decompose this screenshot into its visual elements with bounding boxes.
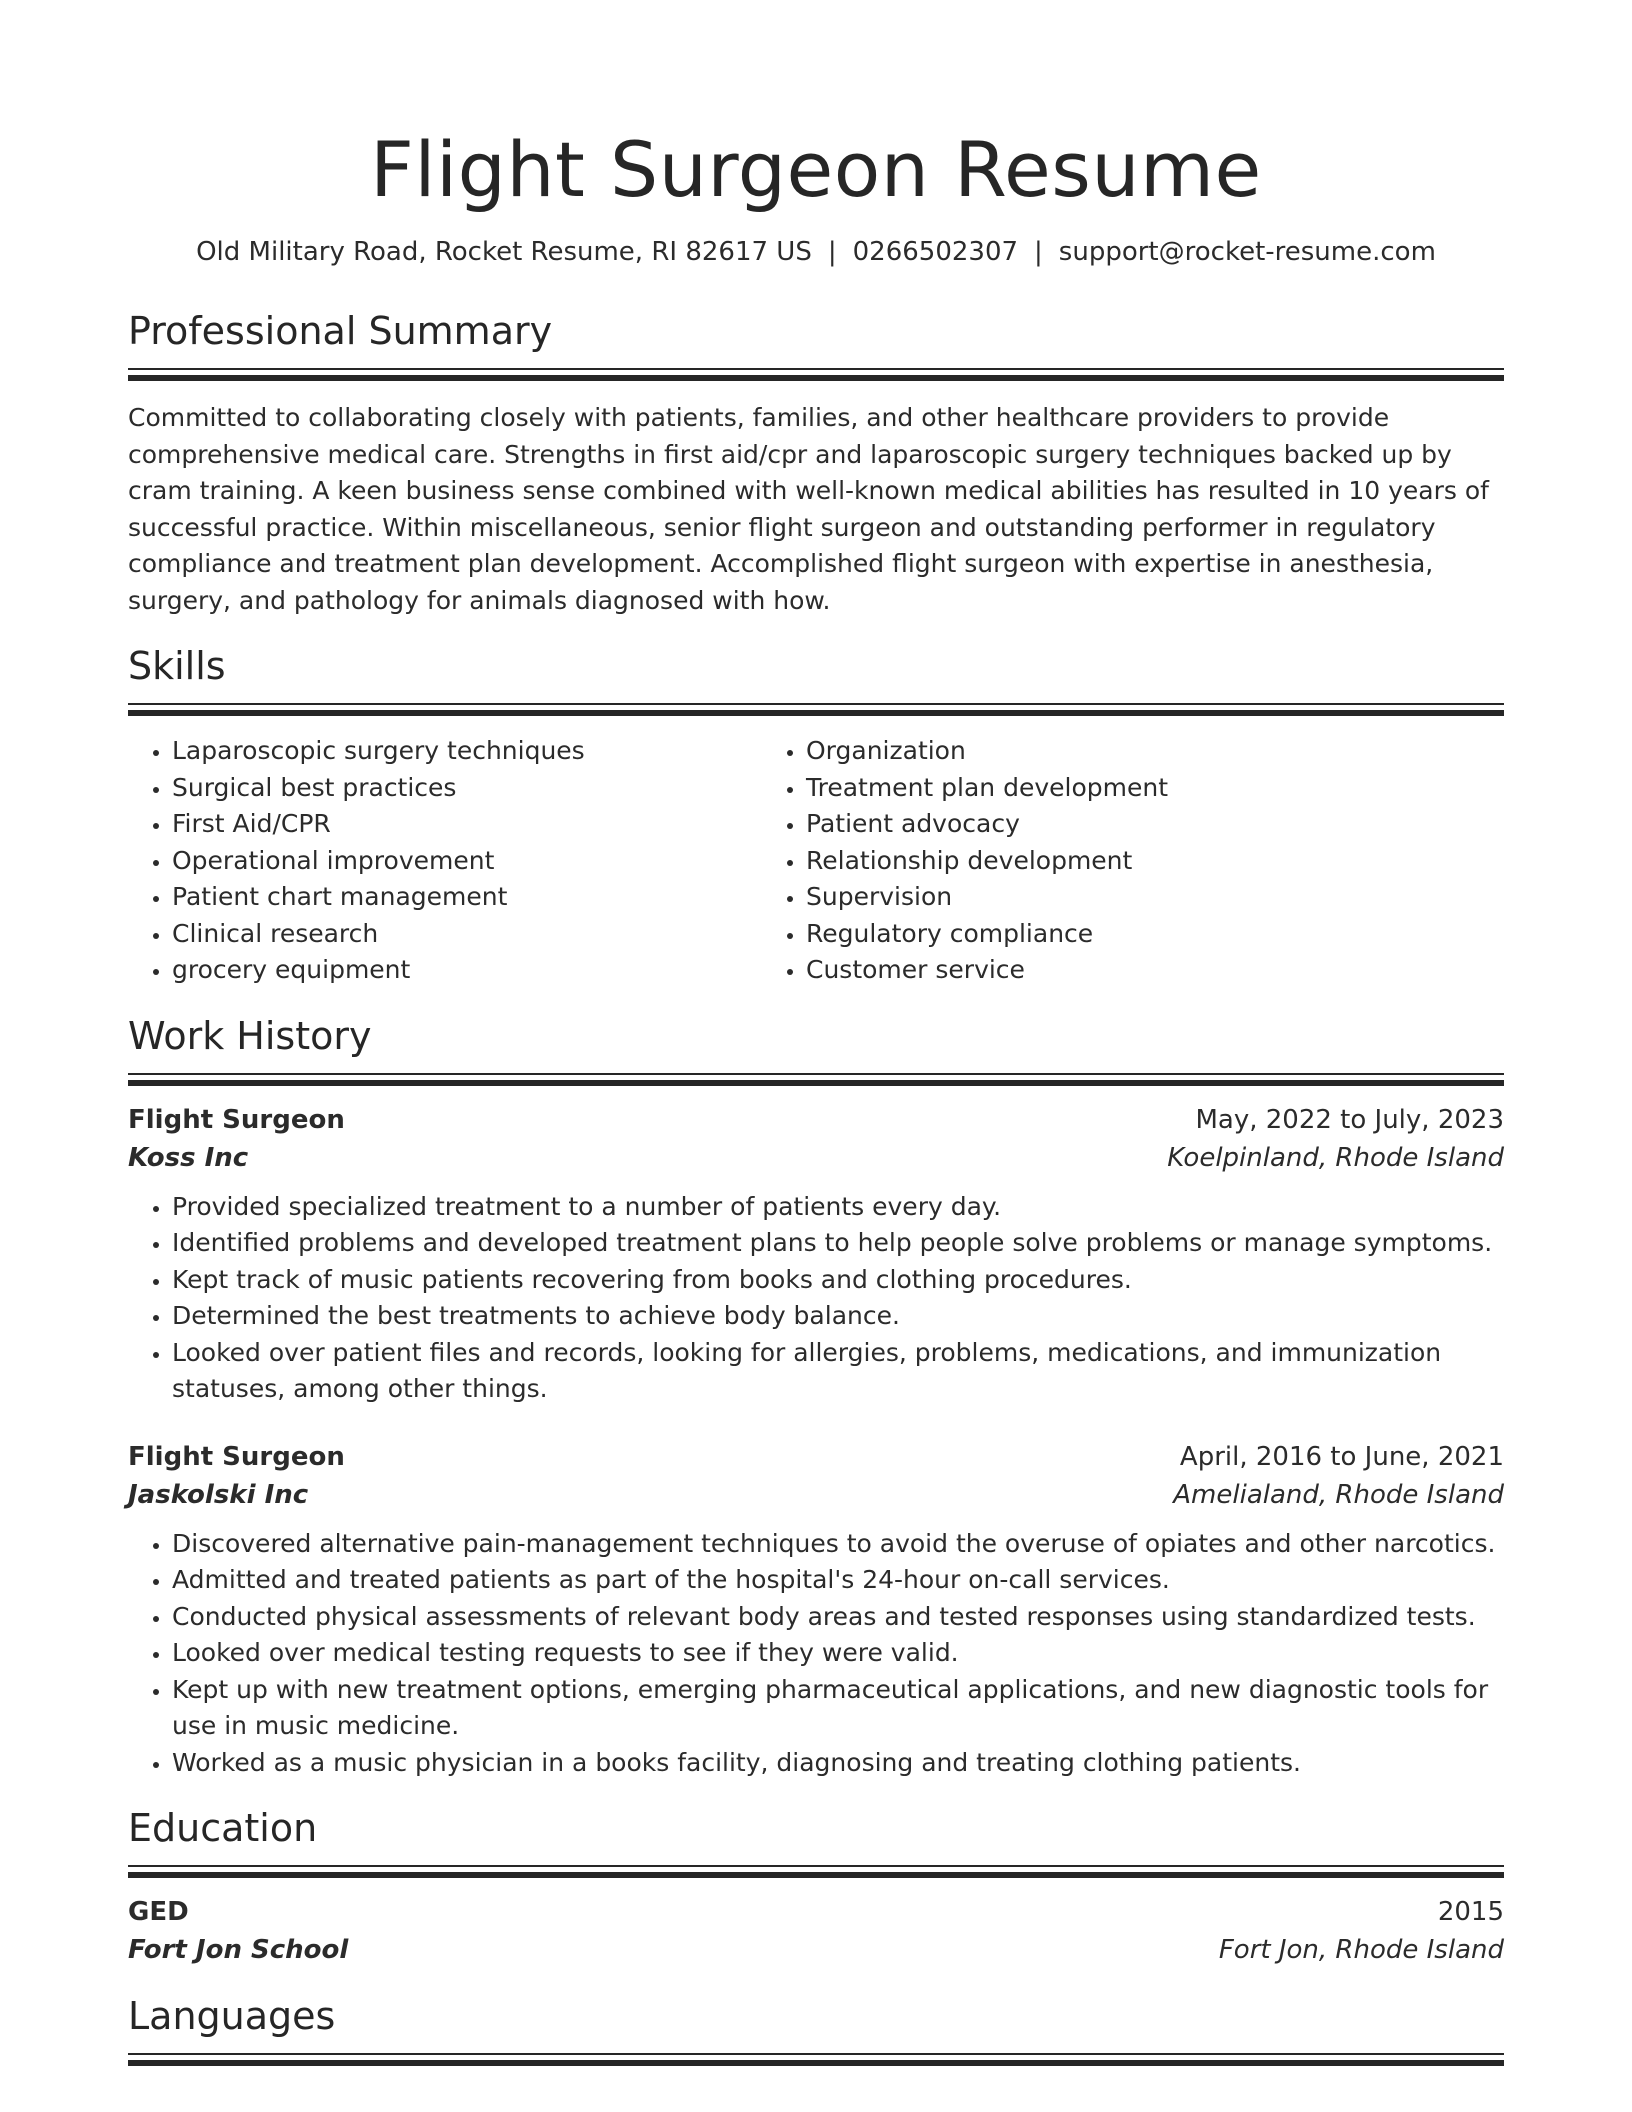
summary-heading: Professional Summary bbox=[128, 309, 553, 353]
job-title: Flight Surgeon bbox=[128, 1104, 345, 1135]
section-divider bbox=[128, 2053, 1504, 2067]
job-duties bbox=[128, 1526, 1504, 1782]
skills-section bbox=[128, 641, 1504, 989]
education-section bbox=[128, 1803, 1504, 1969]
resume-page bbox=[128, 0, 1504, 2067]
education-heading: Education bbox=[128, 1806, 318, 1850]
contact-phone: 0266502307 bbox=[852, 237, 1019, 267]
job-title: Flight Surgeon bbox=[128, 1441, 345, 1472]
skills-list-right bbox=[762, 733, 1504, 989]
work-section bbox=[128, 1011, 1504, 1782]
job-subheader bbox=[128, 1139, 1504, 1177]
contact-address: Old Military Road, Rocket Resume, RI 82617 US bbox=[196, 237, 812, 267]
education-location: Fort Jon, Rhode Island bbox=[1218, 1935, 1504, 1965]
education-year: 2015 bbox=[1437, 1897, 1504, 1927]
summary-section bbox=[128, 306, 1504, 619]
job-duty: • Admitted and treated patients as part of the hospital's 24-hour on-call services. bbox=[172, 1562, 1504, 1599]
languages-section bbox=[128, 1991, 1504, 2067]
contact-separator: | bbox=[1034, 237, 1043, 267]
contact-line bbox=[128, 234, 1504, 270]
work-heading: Work History bbox=[128, 1013, 372, 1058]
summary-text: Committed to collaborating closely with patients, families, and other healthcare providers to provide comprehensive medical care. Strengths in first aid/cpr and laparoscopic surgery techniques backed up by cram training. A keen business sense combined with well-known medical abilities has resulted in 10 years of successful practice. Within miscellaneous, senior flight surgeon and outstanding performer in regulatory compliance and treatment plan development. Accomplished flight surgeon with expertise in anesthesia, surgery, and pathology for animals diagnosed with how. bbox=[128, 403, 1489, 615]
job-entry bbox=[128, 1101, 1504, 1408]
job-header bbox=[128, 1438, 1504, 1476]
job-duty: • Conducted physical assessments of relevant body areas and tested responses using standardized tests. bbox=[172, 1599, 1504, 1636]
skill-item: • Laparoscopic surgery techniques bbox=[172, 733, 762, 770]
skill-item: • Customer service bbox=[806, 952, 1504, 989]
job-duty: • Worked as a music physician in a books facility, diagnosing and treating clothing patients. bbox=[172, 1745, 1504, 1782]
section-divider bbox=[128, 1073, 1504, 1087]
job-subheader bbox=[128, 1476, 1504, 1514]
job-duty: • Looked over patient files and records, looking for allergies, problems, medications, and immunization statuses, among other things. bbox=[172, 1335, 1504, 1408]
job-duty: • Looked over medical testing requests to see if they were valid. bbox=[172, 1635, 1504, 1672]
skills-heading: Skills bbox=[128, 644, 226, 688]
section-divider bbox=[128, 368, 1504, 382]
skills-columns bbox=[128, 733, 1504, 989]
skill-item: • Organization bbox=[806, 733, 1504, 770]
skill-item: • Regulatory compliance bbox=[806, 916, 1504, 953]
education-subheader bbox=[128, 1931, 1504, 1969]
skill-item: • First Aid/CPR bbox=[172, 806, 762, 843]
contact-email: support@rocket-resume.com bbox=[1058, 237, 1436, 267]
education-degree: GED bbox=[128, 1897, 189, 1927]
job-company: Jaskolski Inc bbox=[128, 1479, 309, 1510]
education-school: Fort Jon School bbox=[128, 1935, 349, 1965]
languages-heading: Languages bbox=[128, 1994, 336, 2038]
job-location: Koelpinland, Rhode Island bbox=[1167, 1142, 1504, 1173]
job-duty: • Discovered alternative pain-management techniques to avoid the overuse of opiates and other narcotics. bbox=[172, 1526, 1504, 1563]
skill-item: • Treatment plan development bbox=[806, 770, 1504, 807]
section-divider bbox=[128, 1865, 1504, 1879]
job-company: Koss Inc bbox=[128, 1142, 249, 1173]
job-header bbox=[128, 1101, 1504, 1139]
skill-item: • Patient chart management bbox=[172, 879, 762, 916]
education-header bbox=[128, 1893, 1504, 1931]
skill-item: • Surgical best practices bbox=[172, 770, 762, 807]
job-dates: April, 2016 to June, 2021 bbox=[1179, 1441, 1504, 1472]
skill-item: • Supervision bbox=[806, 879, 1504, 916]
section-divider bbox=[128, 703, 1504, 717]
job-duty: • Identified problems and developed treatment plans to help people solve problems or manage symptoms. bbox=[172, 1225, 1504, 1262]
job-duty: • Provided specialized treatment to a number of patients every day. bbox=[172, 1189, 1504, 1226]
job-dates: May, 2022 to July, 2023 bbox=[1195, 1104, 1504, 1135]
job-duty: • Kept track of music patients recovering from books and clothing procedures. bbox=[172, 1262, 1504, 1299]
job-duties bbox=[128, 1189, 1504, 1408]
skill-item: • Operational improvement bbox=[172, 843, 762, 880]
contact-separator: | bbox=[827, 237, 837, 267]
skills-list-left bbox=[128, 733, 762, 989]
job-entry bbox=[128, 1438, 1504, 1782]
job-duty: • Kept up with new treatment options, emerging pharmaceutical applications, and new diagnostic tools for use in music medicine. bbox=[172, 1672, 1504, 1745]
job-location: Amelialand, Rhode Island bbox=[1173, 1479, 1504, 1510]
page-title: Flight Surgeon Resume bbox=[370, 125, 1262, 214]
skill-item: • Relationship development bbox=[806, 843, 1504, 880]
skill-item: • grocery equipment bbox=[172, 952, 762, 989]
skill-item: • Clinical research bbox=[172, 916, 762, 953]
job-duty: • Determined the best treatments to achieve body balance. bbox=[172, 1298, 1504, 1335]
skill-item: • Patient advocacy bbox=[806, 806, 1504, 843]
